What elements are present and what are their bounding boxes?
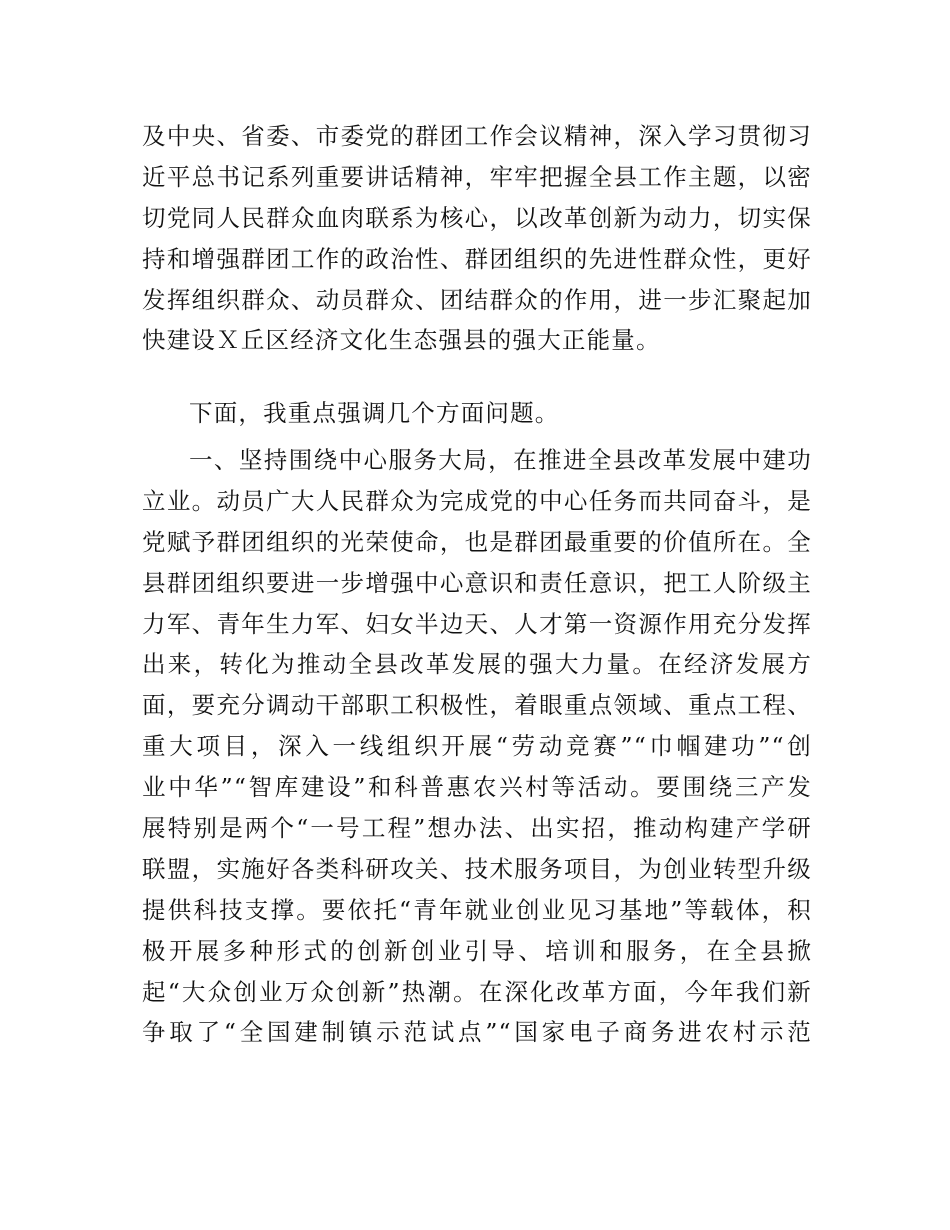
paragraph-line: 持和增强群团工作的政治性、群团组织的先进性群众性，更好 <box>142 244 812 273</box>
paragraph-line: 县群团组织要进一步增强中心意识和责任意识，把工人阶级主 <box>142 568 812 597</box>
paragraph-line: 极开展多种形式的创新创业引导、培训和服务，在全县掀 <box>142 936 812 965</box>
paragraph-2 <box>142 393 812 434</box>
paragraph-line: 联盟，实施好各类科研攻关、技术服务项目，为创业转型升级 <box>142 854 812 883</box>
paragraph-1 <box>142 116 812 361</box>
paragraph-line: 下面，我重点强调几个方面问题。 <box>189 399 560 427</box>
paragraph-line: 快建设Ｘ丘区经济文化生态强县的强大正能量。 <box>142 326 661 355</box>
paragraph-line: 出来，转化为推动全县改革发展的强大力量。在经济发展方 <box>142 650 812 679</box>
paragraph-line: 争取了“全国建制镇示范试点”“国家电子商务进农村示范 <box>142 1018 812 1047</box>
paragraph-line: 一、坚持围绕中心服务大局，在推进全县改革发展中建功 <box>189 446 812 474</box>
paragraph-line: 切党同人民群众血肉联系为核心，以改革创新为动力，切实保 <box>142 203 812 232</box>
paragraph-line: 起“大众创业万众创新”热潮。在深化改革方面，今年我们新 <box>142 977 812 1006</box>
paragraph-line: 业中华”“智库建设”和科普惠农兴村等活动。要围绕三产发 <box>142 773 812 802</box>
paragraph-line: 提供科技支撑。要依托“青年就业创业见习基地”等载体，积 <box>142 895 812 924</box>
paragraph-line: 展特别是两个“一号工程”想办法、出实招，推动构建产学研 <box>142 814 812 843</box>
paragraph-line: 力军、青年生力军、妇女半边天、人才第一资源作用充分发挥 <box>142 609 812 638</box>
paragraph-line: 发挥组织群众、动员群众、团结群众的作用，进一步汇聚起加 <box>142 285 812 314</box>
paragraph-line: 立业。动员广大人民群众为完成党的中心任务而共同奋斗，是 <box>142 486 812 515</box>
paragraph-line: 重大项目，深入一线组织开展“劳动竞赛”“巾帼建功”“创 <box>142 732 812 761</box>
paragraph-line: 面，要充分调动干部职工积极性，着眼重点领域、重点工程、 <box>142 691 812 720</box>
paragraph-3 <box>142 440 812 1053</box>
paragraph-line: 近平总书记系列重要讲话精神，牢牢把握全县工作主题，以密 <box>142 162 812 191</box>
paragraph-line: 及中央、省委、市委党的群团工作会议精神，深入学习贯彻习 <box>142 122 812 150</box>
paragraph-line: 党赋予群团组织的光荣使命，也是群团最重要的价值所在。全 <box>142 527 812 556</box>
